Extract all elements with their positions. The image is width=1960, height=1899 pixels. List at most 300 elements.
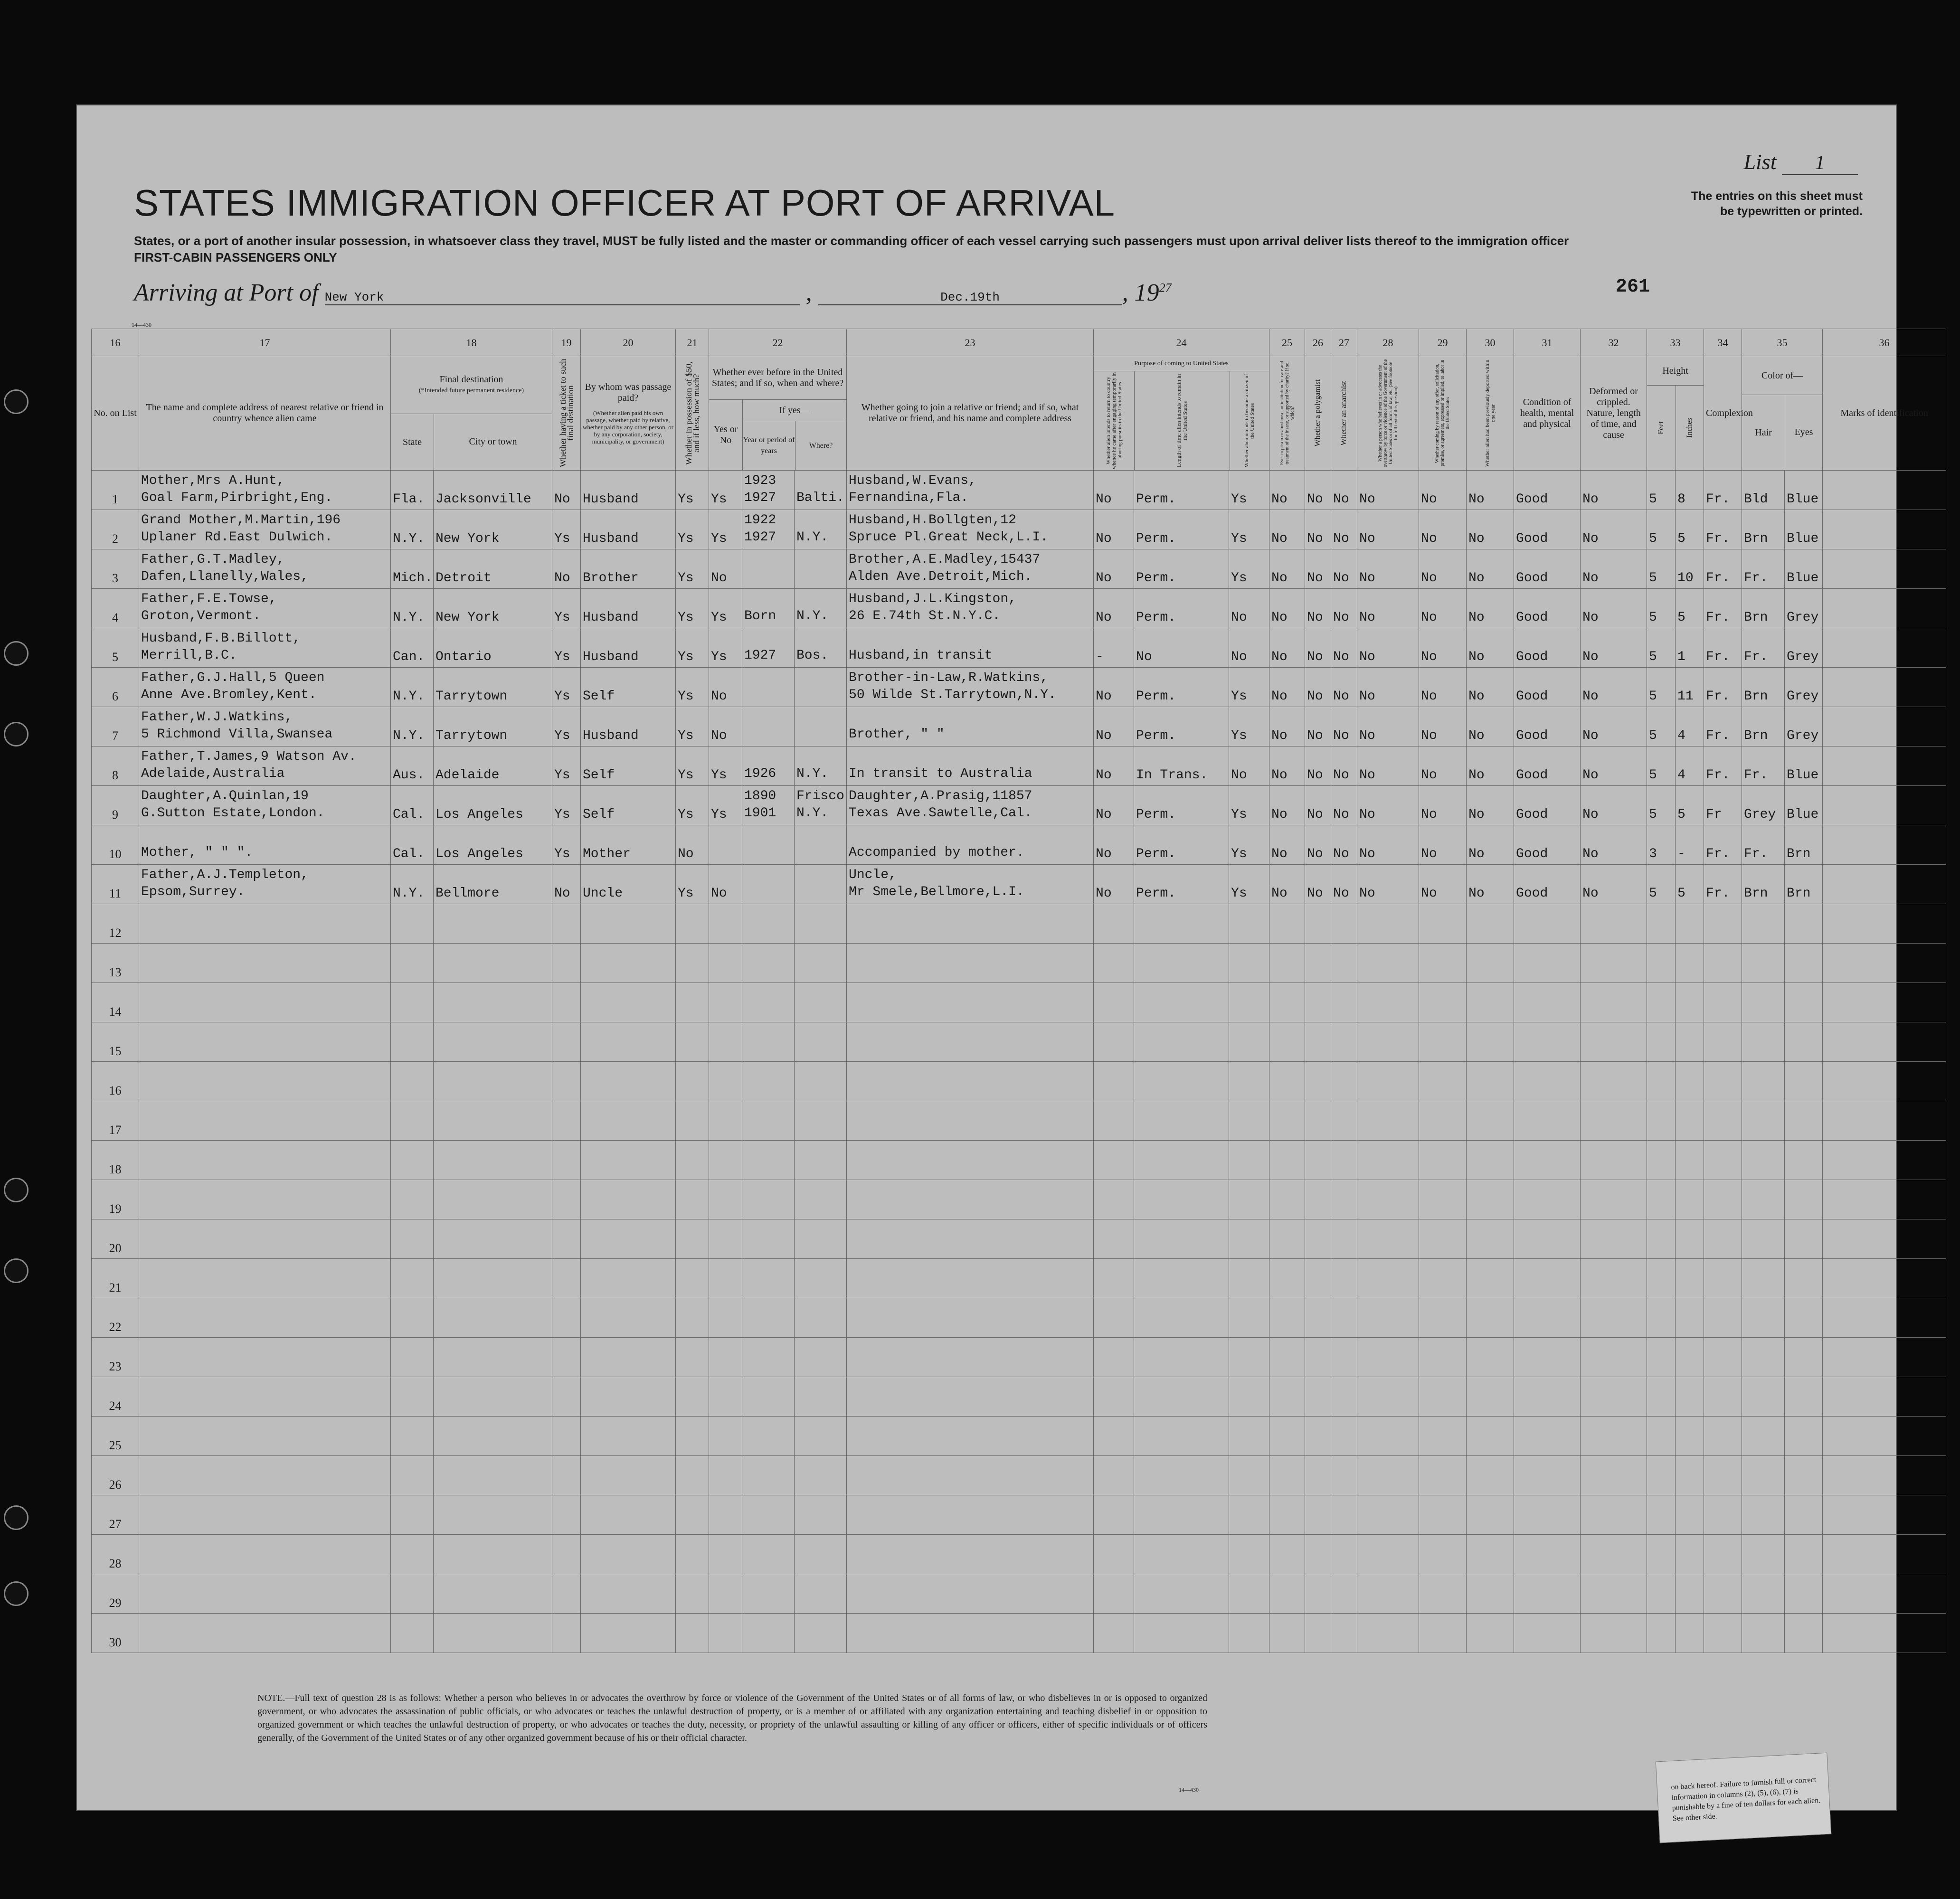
empty-cell <box>1229 1456 1269 1495</box>
empty-cell <box>1419 1180 1467 1219</box>
empty-cell <box>1331 1101 1357 1141</box>
empty-cell <box>1676 944 1704 983</box>
year-period-line-2: 1927 <box>744 491 776 505</box>
complexion-value: Fr. <box>1704 707 1742 746</box>
empty-cell <box>1269 1495 1305 1535</box>
empty-cell <box>1581 983 1647 1022</box>
empty-cell <box>391 1022 434 1062</box>
answer-c30: No <box>1467 865 1514 904</box>
empty-cell <box>1269 1456 1305 1495</box>
passage-paid-by: Husband <box>581 589 676 628</box>
table-row <box>92 1377 1946 1417</box>
empty-cell <box>1581 1022 1647 1062</box>
row-number: 27 <box>92 1495 139 1535</box>
empty-cell <box>434 1338 552 1377</box>
empty-cell <box>139 904 391 944</box>
empty-cell <box>795 1338 847 1377</box>
purpose-b-label: Length of time alien intends to remain in the United States <box>1175 374 1189 467</box>
where-value <box>795 746 847 786</box>
height-inches: 10 <box>1676 549 1704 589</box>
row-number: 4 <box>92 589 139 628</box>
page-title: STATES IMMIGRATION OFFICER AT PORT OF ARRIVAL <box>134 182 1116 224</box>
empty-cell <box>709 1101 742 1141</box>
purpose-length: Perm. <box>1134 707 1229 746</box>
empty-cell <box>139 1614 391 1653</box>
empty-cell <box>1785 904 1823 944</box>
table-row <box>92 668 1946 707</box>
table-row <box>92 510 1946 549</box>
height-feet: 5 <box>1647 746 1676 786</box>
torn-penalty-note: on back hereof. Failure to furnish full or correct information in columns (2), (5), (6), (7) is punishable by a fine of ten dollars for each alien. See other side. <box>1671 1776 1821 1823</box>
empty-cell <box>742 1022 795 1062</box>
purpose-citizen: No <box>1229 628 1269 668</box>
empty-cell <box>581 1456 676 1495</box>
purpose-return: No <box>1094 786 1134 825</box>
empty-cell <box>391 1495 434 1535</box>
empty-cell <box>1704 1101 1742 1141</box>
header-marks: Marks of identification <box>1823 356 1946 471</box>
empty-cell <box>1419 944 1467 983</box>
table-row <box>92 1180 1946 1219</box>
empty-cell <box>1467 904 1514 944</box>
height-feet: 5 <box>1647 510 1676 549</box>
relative-address-line-2: Anne Ave.Bromley,Kent. <box>141 688 317 702</box>
answer-c28: No <box>1357 628 1419 668</box>
header-yes-no: Yes or No <box>709 400 743 470</box>
header-possession-50 <box>676 356 709 471</box>
complexion-value: Fr. <box>1704 510 1742 549</box>
empty-cell <box>1419 1495 1467 1535</box>
empty-cell <box>1647 983 1676 1022</box>
empty-cell <box>1742 1298 1785 1338</box>
ticket-value: Ys <box>552 825 581 865</box>
height-feet: 5 <box>1647 707 1676 746</box>
empty-cell <box>1419 1022 1467 1062</box>
empty-cell <box>1269 944 1305 983</box>
col-28: 28 <box>1357 329 1419 356</box>
header-height <box>1647 356 1704 471</box>
table-row <box>92 471 1946 510</box>
ever-in-us-value: No <box>709 549 742 589</box>
empty-cell <box>1094 1574 1134 1614</box>
empty-cell <box>1647 1535 1676 1574</box>
relative-address <box>139 510 391 549</box>
possession-50-value: Ys <box>676 746 709 786</box>
empty-cell <box>1676 1377 1704 1417</box>
deformed-value: No <box>1581 865 1647 904</box>
empty-cell <box>1581 1101 1647 1141</box>
empty-cell <box>1581 1377 1647 1417</box>
empty-cell <box>1305 983 1331 1022</box>
empty-cell <box>1331 1456 1357 1495</box>
empty-cell <box>709 904 742 944</box>
empty-cell <box>1269 1219 1305 1259</box>
table-row <box>92 786 1946 825</box>
purpose-a-cell <box>1094 371 1135 470</box>
empty-cell <box>1357 1101 1419 1141</box>
table-row <box>92 1495 1946 1535</box>
table-row <box>92 1614 1946 1653</box>
page-number: 261 <box>1616 276 1650 298</box>
table-row <box>92 904 1946 944</box>
health-condition: Good <box>1514 668 1581 707</box>
height-inches: - <box>1676 825 1704 865</box>
empty-cell <box>552 944 581 983</box>
empty-cell <box>1269 1417 1305 1456</box>
empty-cell <box>1305 1338 1331 1377</box>
empty-cell <box>1419 1298 1467 1338</box>
hair-color: Brn <box>1742 510 1785 549</box>
answer-c29: No <box>1419 786 1467 825</box>
height-inches: 11 <box>1676 668 1704 707</box>
empty-cell <box>1581 1535 1647 1574</box>
empty-cell <box>1647 1219 1676 1259</box>
empty-cell <box>1785 1062 1823 1101</box>
where-value <box>795 510 847 549</box>
empty-cell <box>1581 1219 1647 1259</box>
col-30: 30 <box>1467 329 1514 356</box>
hair-color: Fr. <box>1742 746 1785 786</box>
empty-cell <box>742 944 795 983</box>
empty-cell <box>1581 1495 1647 1535</box>
empty-cell <box>795 983 847 1022</box>
answer-c27: No <box>1331 786 1357 825</box>
empty-cell <box>1134 1338 1229 1377</box>
empty-cell <box>581 1338 676 1377</box>
height-inches: 1 <box>1676 628 1704 668</box>
empty-cell <box>391 1259 434 1298</box>
empty-cell <box>1704 1614 1742 1653</box>
empty-cell <box>795 1298 847 1338</box>
empty-cell <box>1785 1180 1823 1219</box>
empty-cell <box>1647 1417 1676 1456</box>
purpose-c-cell <box>1230 371 1269 470</box>
empty-cell <box>795 1495 847 1535</box>
row-number: 26 <box>92 1456 139 1495</box>
empty-cell <box>552 1495 581 1535</box>
complexion-value: Fr. <box>1704 668 1742 707</box>
answer-c26: No <box>1305 668 1331 707</box>
empty-cell <box>1305 1101 1331 1141</box>
purpose-length: Perm. <box>1134 589 1229 628</box>
empty-cell <box>742 1219 795 1259</box>
destination-city: New York <box>434 589 552 628</box>
table-row <box>92 549 1946 589</box>
purpose-citizen: Ys <box>1229 471 1269 510</box>
identification-marks <box>1823 707 1946 746</box>
empty-cell <box>1785 1219 1823 1259</box>
purpose-return: No <box>1094 510 1134 549</box>
relative-address <box>139 589 391 628</box>
relative-address-line-1: Father,W.J.Watkins, <box>141 710 293 725</box>
eye-color: Blue <box>1785 549 1823 589</box>
empty-cell <box>552 1022 581 1062</box>
empty-cell <box>552 1259 581 1298</box>
answer-c29: No <box>1419 746 1467 786</box>
destination-state: Cal. <box>391 786 434 825</box>
year-period-line-2: Born <box>744 609 776 624</box>
empty-cell <box>676 1417 709 1456</box>
answer-c26: No <box>1305 786 1331 825</box>
hair-color: Fr. <box>1742 549 1785 589</box>
relative-address-line-1: Grand Mother,M.Martin,196 <box>141 513 341 528</box>
empty-cell <box>795 1377 847 1417</box>
where-value <box>795 707 847 746</box>
empty-cell <box>709 944 742 983</box>
destination-state: Can. <box>391 628 434 668</box>
empty-cell <box>1094 1022 1134 1062</box>
relative-address <box>139 707 391 746</box>
empty-cell <box>742 1101 795 1141</box>
empty-cell <box>1647 1180 1676 1219</box>
answer-c29: No <box>1419 668 1467 707</box>
empty-cell <box>847 983 1094 1022</box>
empty-cell <box>847 1141 1094 1180</box>
col-26: 26 <box>1305 329 1331 356</box>
empty-cell <box>434 1022 552 1062</box>
answer-c27: No <box>1331 707 1357 746</box>
empty-cell <box>1742 1377 1785 1417</box>
empty-cell <box>709 1338 742 1377</box>
answer-c30: No <box>1467 549 1514 589</box>
eye-color: Blue <box>1785 510 1823 549</box>
complexion-value: Fr. <box>1704 471 1742 510</box>
prison-label: Ever in prison or almshouse, or institution for care and treatment of the insane, or supported by charity? If so, which? <box>1279 361 1295 465</box>
destination-state: Cal. <box>391 825 434 865</box>
year-period-line-2: 1901 <box>744 806 776 821</box>
answer-c30: No <box>1467 668 1514 707</box>
empty-cell <box>391 1180 434 1219</box>
ticket-value: Ys <box>552 786 581 825</box>
empty-cell <box>434 904 552 944</box>
empty-cell <box>139 1574 391 1614</box>
table-row <box>92 944 1946 983</box>
empty-cell <box>1581 904 1647 944</box>
answer-c26: No <box>1305 865 1331 904</box>
row-number: 16 <box>92 1062 139 1101</box>
answer-c28: No <box>1357 746 1419 786</box>
row-number: 28 <box>92 1535 139 1574</box>
empty-cell <box>1269 1574 1305 1614</box>
destination-city: Jacksonville <box>434 471 552 510</box>
joining-relative-line-2: Accompanied by mother. <box>849 845 1024 860</box>
empty-cell <box>1676 1259 1704 1298</box>
header-q30 <box>1467 356 1514 471</box>
empty-cell <box>676 1259 709 1298</box>
joining-relative <box>847 746 1094 786</box>
empty-cell <box>1742 1614 1785 1653</box>
empty-cell <box>1742 1180 1785 1219</box>
empty-cell <box>391 904 434 944</box>
empty-cell <box>139 944 391 983</box>
empty-cell <box>1785 1456 1823 1495</box>
empty-cell <box>434 1417 552 1456</box>
empty-cell <box>847 1062 1094 1101</box>
row-number: 29 <box>92 1574 139 1614</box>
empty-cell <box>1467 1259 1514 1298</box>
empty-cell <box>139 1456 391 1495</box>
empty-cell <box>709 1062 742 1101</box>
answer-c29: No <box>1419 510 1467 549</box>
empty-cell <box>1742 1101 1785 1141</box>
header-if-yes: If yes— <box>743 400 846 421</box>
answer-c30: No <box>1467 628 1514 668</box>
empty-cell <box>1467 1062 1514 1101</box>
height-inches: 5 <box>1676 865 1704 904</box>
ever-in-us-value: Ys <box>709 589 742 628</box>
empty-cell <box>1331 1338 1357 1377</box>
empty-cell <box>795 1062 847 1101</box>
answer-c26: No <box>1305 825 1331 865</box>
possession-50-label: Whether in possession of $50, and if less, how much? <box>683 361 701 465</box>
where-line-2: N.Y. <box>796 530 829 545</box>
final-destination-note: (*Intended future permanent residence) <box>418 387 524 394</box>
answer-c28: No <box>1357 668 1419 707</box>
empty-cell <box>1357 904 1419 944</box>
empty-cell <box>1742 1574 1785 1614</box>
eye-color: Blue <box>1785 471 1823 510</box>
empty-cell <box>847 1535 1094 1574</box>
empty-cell <box>1581 1574 1647 1614</box>
empty-cell <box>1785 1417 1823 1456</box>
footnote-question-28: NOTE.—Full text of question 28 is as follows: Whether a person who believes in or advocates the overthrow by force or violence of the Government of the United States or of all forms of law, or who disbelieves in or is opposed to organized government, or who advocates the assassination of public officials, or who advocates or teaches the unlawful destruction of property, or is a member of or affiliated with any organization entertaining and teaching disbelief in or opposition to organized government or which teaches the unlawful destruction of property, or who advocates or teaches the duty, necessity, or propriety of the unlawful assaulting or killing of any officer or officers, either of specific individuals or of officers generally, of the Government of the United States or of any other organized government because of his or their official character. <box>257 1693 1207 1743</box>
health-condition: Good <box>1514 510 1581 549</box>
empty-cell <box>1357 1298 1419 1338</box>
year-period-line-2: 1927 <box>744 530 776 545</box>
empty-cell <box>552 1141 581 1180</box>
answer-c27: No <box>1331 510 1357 549</box>
empty-cell <box>1229 1101 1269 1141</box>
empty-cell <box>1676 904 1704 944</box>
health-condition: Good <box>1514 825 1581 865</box>
ticket-value: Ys <box>552 628 581 668</box>
empty-cell <box>391 1062 434 1101</box>
empty-cell <box>581 1495 676 1535</box>
empty-cell <box>1134 904 1229 944</box>
empty-cell <box>552 1062 581 1101</box>
col-32: 32 <box>1581 329 1647 356</box>
empty-cell <box>1823 983 1946 1022</box>
empty-cell <box>434 1259 552 1298</box>
ever-in-us-value: No <box>709 865 742 904</box>
possession-50-value: Ys <box>676 471 709 510</box>
answer-c25: No <box>1269 471 1305 510</box>
where-value <box>795 628 847 668</box>
joining-relative <box>847 628 1094 668</box>
year-period <box>742 549 795 589</box>
empty-cell <box>742 1298 795 1338</box>
col-35: 35 <box>1742 329 1823 356</box>
empty-cell <box>1647 1456 1676 1495</box>
empty-cell <box>1269 1180 1305 1219</box>
answer-c25: No <box>1269 746 1305 786</box>
purpose-citizen: Ys <box>1229 668 1269 707</box>
passage-paid-by: Mother <box>581 825 676 865</box>
empty-cell <box>1676 1298 1704 1338</box>
eye-color: Brn <box>1785 825 1823 865</box>
empty-cell <box>847 1259 1094 1298</box>
purpose-c-label: Whether alien intends to become a citizen of the United States <box>1244 374 1256 467</box>
empty-cell <box>1785 1101 1823 1141</box>
empty-cell <box>1094 1180 1134 1219</box>
table-row <box>92 1062 1946 1101</box>
empty-cell <box>1514 1338 1581 1377</box>
empty-cell <box>1419 1219 1467 1259</box>
possession-50-value: Ys <box>676 707 709 746</box>
relative-address-line-2: 5 Richmond Villa,Swansea <box>141 727 333 742</box>
empty-cell <box>1305 1535 1331 1574</box>
relative-address-line-2: Merrill,B.C. <box>141 648 237 663</box>
empty-cell <box>1305 944 1331 983</box>
empty-cell <box>1823 1495 1946 1535</box>
empty-cell <box>1647 944 1676 983</box>
empty-cell <box>709 1259 742 1298</box>
empty-cell <box>581 1101 676 1141</box>
port-field: New York <box>325 290 800 305</box>
empty-cell <box>847 1180 1094 1219</box>
answer-c30: No <box>1467 825 1514 865</box>
empty-cell <box>1742 1219 1785 1259</box>
row-number: 5 <box>92 628 139 668</box>
empty-cell <box>1229 1062 1269 1101</box>
empty-cell <box>139 1377 391 1417</box>
empty-cell <box>1676 1022 1704 1062</box>
empty-cell <box>391 1456 434 1495</box>
empty-cell <box>709 1022 742 1062</box>
purpose-length: Perm. <box>1134 825 1229 865</box>
ever-in-us-value: Ys <box>709 471 742 510</box>
empty-cell <box>1229 1298 1269 1338</box>
purpose-citizen: No <box>1229 746 1269 786</box>
empty-cell <box>1823 1298 1946 1338</box>
table-row <box>92 1022 1946 1062</box>
destination-state: Aus. <box>391 746 434 786</box>
empty-cell <box>742 1180 795 1219</box>
table-row <box>92 1141 1946 1180</box>
empty-cell <box>552 904 581 944</box>
empty-cell <box>1704 1535 1742 1574</box>
passage-paid-by: Uncle <box>581 865 676 904</box>
height-inches: 4 <box>1676 746 1704 786</box>
empty-cell <box>1269 904 1305 944</box>
destination-city: Bellmore <box>434 865 552 904</box>
empty-cell <box>1269 1141 1305 1180</box>
header-hair: Hair <box>1742 395 1785 470</box>
empty-cell <box>795 1259 847 1298</box>
header-ticket <box>552 356 581 471</box>
empty-cell <box>581 1614 676 1653</box>
empty-cell <box>1134 1495 1229 1535</box>
eye-color: Blue <box>1785 786 1823 825</box>
empty-cell <box>1467 1219 1514 1259</box>
purpose-b-cell <box>1135 371 1230 470</box>
complexion-value: Fr. <box>1704 746 1742 786</box>
empty-cell <box>1269 1298 1305 1338</box>
final-destination-block <box>391 357 552 414</box>
empty-cell <box>1742 904 1785 944</box>
identification-marks <box>1823 786 1946 825</box>
empty-cell <box>676 1456 709 1495</box>
empty-cell <box>1823 1614 1946 1653</box>
deformed-value: No <box>1581 707 1647 746</box>
empty-cell <box>552 1574 581 1614</box>
empty-cell <box>1269 1377 1305 1417</box>
empty-cell <box>1785 1377 1823 1417</box>
empty-cell <box>1514 1141 1581 1180</box>
empty-cell <box>581 1141 676 1180</box>
header-no-on-list: No. on List <box>92 356 139 471</box>
answer-c29: No <box>1419 865 1467 904</box>
